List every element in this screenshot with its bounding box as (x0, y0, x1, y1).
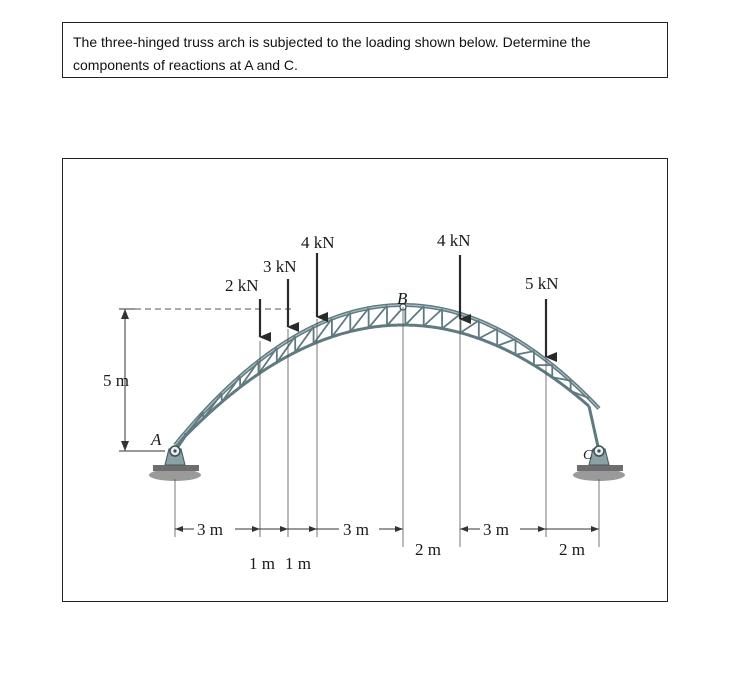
extension-lines (175, 307, 599, 547)
dim-label-3: 1 m (285, 554, 311, 573)
dim-label-4: 3 m (343, 520, 369, 539)
load-label-4kn-right: 4 kN (437, 231, 471, 250)
label-a: A (151, 430, 162, 449)
label-c: C (583, 448, 593, 463)
figure-frame (62, 158, 668, 602)
truss-web-diagonal (442, 314, 460, 329)
truss-web-diagonal (516, 351, 534, 355)
truss-arch-diagram (63, 159, 667, 601)
ground-left (149, 465, 201, 481)
truss-arch (175, 304, 599, 451)
problem-statement-box (62, 22, 668, 78)
dim-label-1: 3 m (197, 520, 223, 539)
label-b: B (397, 289, 408, 308)
problem-text: The three-hinged truss arch is subjected to the loading shown below. Determine the components of reactions at A and C. (73, 34, 591, 73)
dim-label-2: 1 m (249, 554, 275, 573)
truss-web-diagonal (497, 339, 515, 346)
load-label-5kn: 5 kN (525, 274, 559, 293)
truss-web-diagonal (479, 329, 497, 339)
height-label: 5 m (103, 371, 129, 390)
dim-label-7: 2 m (559, 540, 585, 559)
truss-web-diagonal (405, 306, 423, 325)
pin-support-a (165, 446, 185, 465)
truss-web-diagonal (185, 412, 203, 436)
truss-web-diagonal (424, 309, 442, 326)
load-label-4kn-left: 4 kN (301, 233, 335, 252)
ground-right (573, 465, 625, 481)
load-label-2kn: 2 kN (225, 276, 259, 295)
truss-web-diagonal (460, 320, 478, 332)
dim-label-6: 3 m (483, 520, 509, 539)
dim-label-5: 2 m (415, 540, 441, 559)
load-label-3kn: 3 kN (263, 257, 297, 276)
truss-end-post-right (589, 406, 599, 451)
